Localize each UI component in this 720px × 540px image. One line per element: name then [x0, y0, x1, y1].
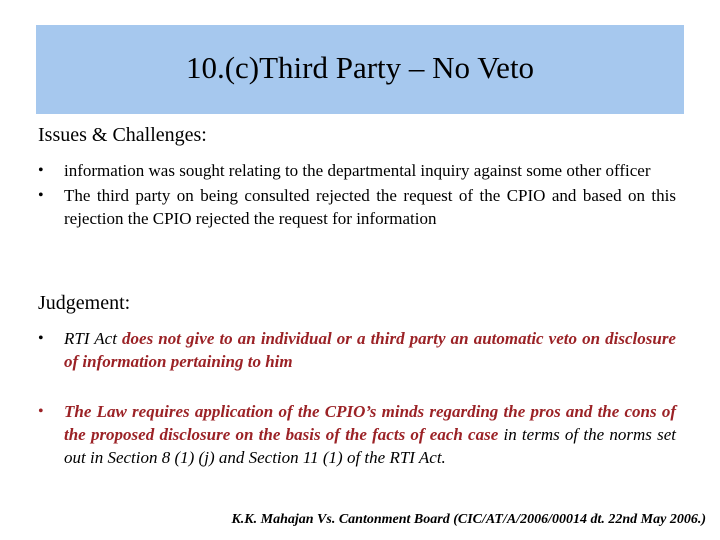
- issues-list: [38, 159, 676, 232]
- case-citation: K.K. Mahajan Vs. Cantonment Board (CIC/AT/A/2006/00014 dt. 22nd May 2006.): [231, 512, 706, 527]
- list-item: [38, 159, 676, 182]
- bullet-icon: •: [38, 330, 44, 347]
- judgement-list: [38, 327, 676, 469]
- judgement-highlight-text: The Law requires application of the CPIO’s minds regarding the pros and the cons of the proposed disclosure on the basis of the facts of each case: [64, 402, 676, 444]
- issues-heading: Issues & Challenges:: [38, 124, 207, 146]
- judgement-highlight-text: does not give to an individual or a third party an automatic veto on disclosure of information pertaining to him: [64, 329, 676, 371]
- list-item: [38, 184, 676, 230]
- slide-title: 10.(c)Third Party – No Veto: [185, 49, 535, 85]
- list-item: [38, 400, 676, 469]
- list-item: [38, 327, 676, 373]
- judgement-heading: Judgement:: [38, 292, 131, 314]
- judgement-lead-text: RTI Act: [64, 329, 123, 348]
- bullet-icon: •: [38, 187, 44, 204]
- title-band: [36, 25, 684, 114]
- bullet-icon: •: [38, 403, 44, 420]
- judgement-rest-text: in terms of the norms set out in Section 8 (1) (j) and Section 11 (1) of the RTI Act.: [64, 425, 676, 467]
- issue-text: information was sought relating to the departmental inquiry against some other officer: [64, 161, 651, 180]
- bullet-icon: •: [38, 162, 44, 179]
- issue-text: The third party on being consulted rejected the request of the CPIO and based on this rejection the CPIO rejected the request for information: [64, 186, 676, 228]
